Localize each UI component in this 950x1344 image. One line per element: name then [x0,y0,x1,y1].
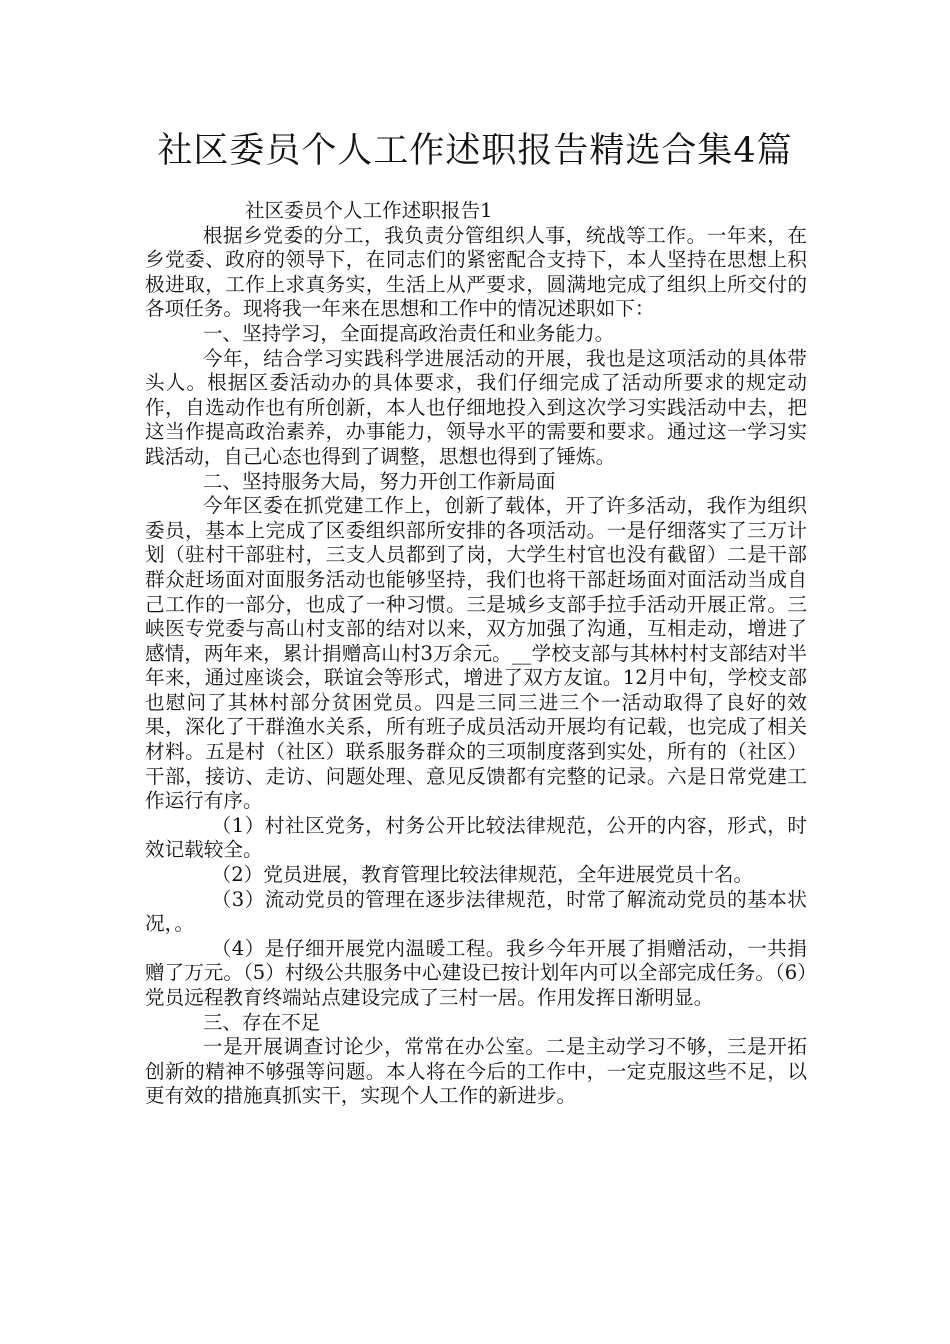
paragraph-activities: 今年区委在抓党建工作上，创新了载体，开了许多活动，我作为组织委员，基本上完成了区委组织部所安排的各项活动。一是仔细落实了三万计划（驻村干部驻村，三支人员都到了岗，大学生村官也没有截留）二是干部群众赶场面对面服务活动也能够坚持，我们也将干部赶场面对面活动当成自己工作的一部分，也成了一种习惯。三是城乡支部手拉手活动开展正常。三峡医专党委与高山村支部的结对以来，双方加强了沟通，互相走动，增进了感情，两年来，累计捐赠高山村3万余元。__学校支部与其林村村支部结对半年来，通过座谈会，联谊会等形式，增进了双方友谊。12月中旬，学校支部也慰问了其林村部分贫困党员。四是三同三进三个一活动取得了良好的效果，深化了干群渔水关系，所有班子成员活动开展均有记载，也完成了相关材料。五是村（社区）联系服务群众的三项制度落到实处，所有的（社区）干部，接访、走访、问题处理、意见反馈都有完整的记录。六是日常党建工作运行有序。 [145,494,807,813]
section-heading-1: 一、坚持学习，全面提高政治责任和业务能力。 [202,321,615,345]
paragraph-study: 今年，结合学习实践科学进展活动的开展，我也是这项活动的具体带头人。根据区委活动办的具体要求，我们仔细完成了活动所要求的规定动作，自选动作也有所创新，本人也仔细地投入到这次学习实践活动中去，把这当作提高政治素养，办事能力，领导水平的需要和要求。通过这一学习实践活动，自己心态也得到了调整，思想也得到了锤炼。 [145,346,807,468]
section-heading-2: 二、坚持服务大局，努力开创工作新局面 [202,469,556,493]
paragraph-shortcomings: 一是开展调查讨论少，常常在办公室。二是主动学习不够，三是开拓创新的精神不够强等问题。本人将在今后的工作中，一定克服这些不足，以更有效的措施真抓实干，实现个人工作的新进步。 [145,1035,807,1108]
list-item-1: （1）村社区党务，村务公开比较法律规范，公开的内容，形式，时效记载较全。 [145,813,807,862]
paragraph-intro: 根据乡党委的分工，我负责分管组织人事，统战等工作。一年来，在乡党委、政府的领导下，在同志们的紧密配合支持下，本人坚持在思想上积极进取，工作上求真务实，生活上从严要求，圆满地完成了组织上所交付的各项任务。现将我一年来在思想和工作中的情况述职如下： [145,223,807,321]
document-body [145,199,807,1109]
section-heading-3: 三、存在不足 [202,1010,321,1034]
list-item-3: （3）流动党员的管理在逐步法律规范，时常了解流动党员的基本状况，。 [145,887,807,936]
report-subtitle: 社区委员个人工作述职报告1 [244,199,493,222]
document-title: 社区委员个人工作述职报告精选合集4篇 [157,131,793,171]
list-item-2: （2）党员进展，教育管理比较法律规范，全年进展党员十名。 [211,863,754,887]
list-item-4: （4）是仔细开展党内温暖工程。我乡今年开展了捐赠活动，一共捐赠了万元。（5）村级公共服务中心建设已按计划年内可以全部完成任务。（6）党员远程教育终端站点建设完成了三村一居。作用发挥日渐明显。 [145,936,807,1009]
